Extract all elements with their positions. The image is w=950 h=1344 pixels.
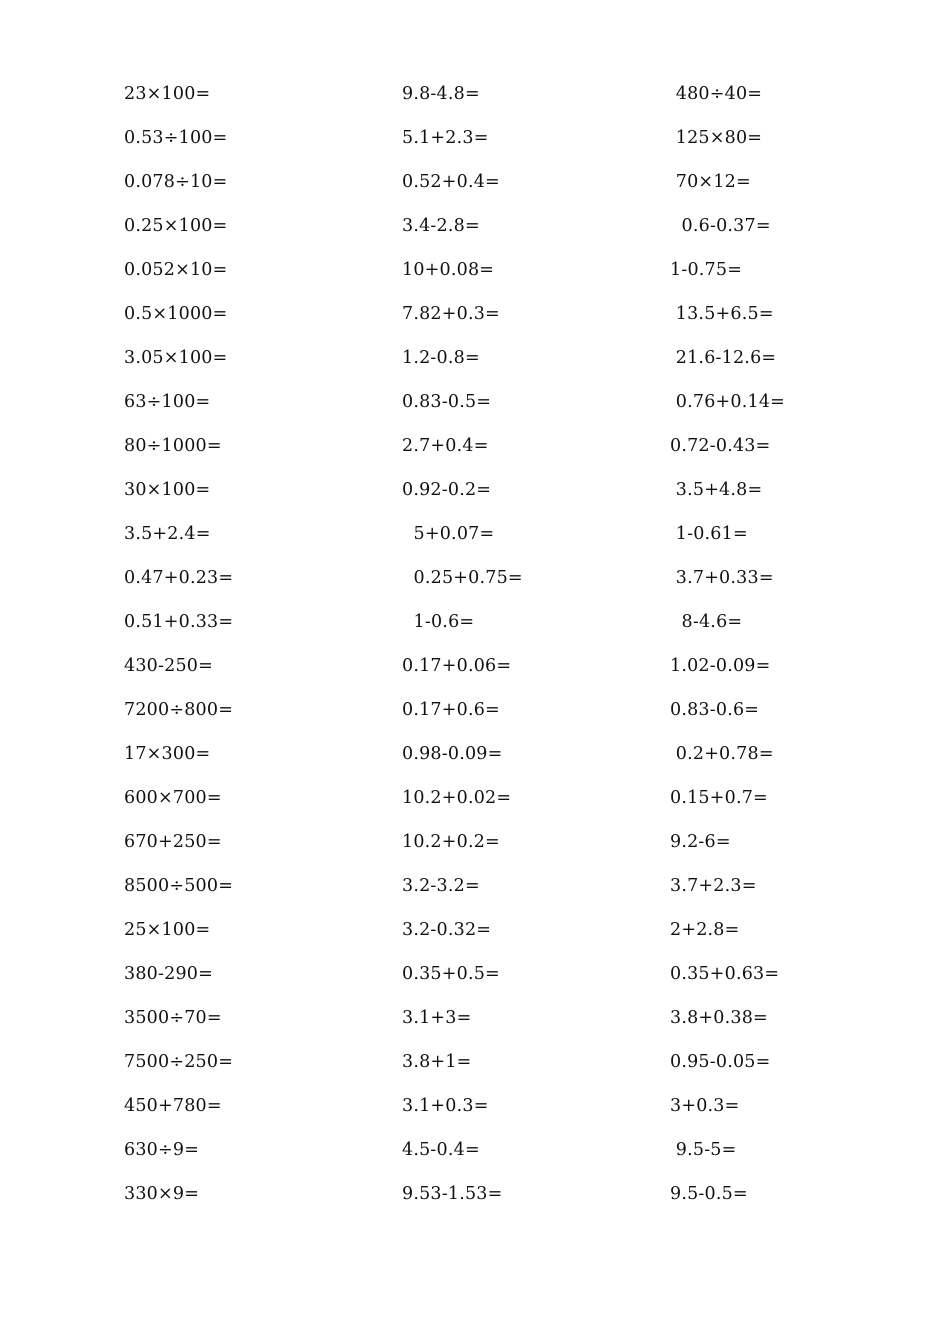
math-problem: 10.2+0.2= [402, 832, 500, 852]
math-problem: 125×80= [670, 128, 763, 148]
math-problem: 10+0.08= [402, 260, 495, 280]
problem-row [0, 776, 950, 820]
math-problem: 9.2-6= [670, 832, 731, 852]
math-problem: 0.76+0.14= [670, 392, 786, 412]
problem-row [0, 204, 950, 248]
math-problem: 30×100= [124, 480, 211, 500]
math-problem: 7.82+0.3= [402, 304, 500, 324]
math-problem: 0.15+0.7= [670, 788, 768, 808]
problem-row [0, 72, 950, 116]
math-problem: 630÷9= [124, 1140, 200, 1160]
math-problem: 0.83-0.5= [402, 392, 492, 412]
problem-row [0, 1128, 950, 1172]
problem-row [0, 160, 950, 204]
math-problem: 3.8+0.38= [670, 1008, 768, 1028]
math-problem: 3.5+4.8= [670, 480, 763, 500]
math-problem: 3.1+3= [402, 1008, 472, 1028]
math-problem: 1-0.75= [670, 260, 743, 280]
math-problem: 0.53÷100= [124, 128, 228, 148]
math-problem: 0.83-0.6= [670, 700, 760, 720]
math-problem: 600×700= [124, 788, 222, 808]
math-problem: 2.7+0.4= [402, 436, 489, 456]
math-problem: 70×12= [670, 172, 751, 192]
math-problem: 430-250= [124, 656, 213, 676]
math-problem: 3.2-3.2= [402, 876, 480, 896]
math-problem: 9.8-4.8= [402, 84, 480, 104]
problem-row [0, 688, 950, 732]
math-problem: 0.2+0.78= [670, 744, 774, 764]
math-problem: 3.8+1= [402, 1052, 472, 1072]
math-problem: 10.2+0.02= [402, 788, 512, 808]
math-problem: 0.51+0.33= [124, 612, 234, 632]
problem-row [0, 556, 950, 600]
math-problem: 3.4-2.8= [402, 216, 480, 236]
math-problem: 5.1+2.3= [402, 128, 489, 148]
math-problem: 9.5-0.5= [670, 1184, 748, 1204]
math-problem: 0.25+0.75= [402, 568, 523, 588]
math-problem: 0.98-0.09= [402, 744, 503, 764]
problem-row [0, 248, 950, 292]
math-problem: 80÷1000= [124, 436, 222, 456]
math-problem: 7200÷800= [124, 700, 234, 720]
math-problem: 8500÷500= [124, 876, 234, 896]
math-problem: 0.47+0.23= [124, 568, 234, 588]
math-problem: 23×100= [124, 84, 211, 104]
math-problem: 3+0.3= [670, 1096, 740, 1116]
problem-row [0, 1040, 950, 1084]
math-problem: 0.52+0.4= [402, 172, 500, 192]
problem-row [0, 380, 950, 424]
math-problem: 0.5×1000= [124, 304, 228, 324]
math-problem: 9.5-5= [670, 1140, 737, 1160]
math-problem: 0.35+0.5= [402, 964, 500, 984]
math-problem: 0.17+0.6= [402, 700, 500, 720]
math-problem: 4.5-0.4= [402, 1140, 480, 1160]
problem-row [0, 424, 950, 468]
math-problem: 21.6-12.6= [670, 348, 777, 368]
math-problem: 7500÷250= [124, 1052, 234, 1072]
problem-row [0, 996, 950, 1040]
math-problem: 2+2.8= [670, 920, 740, 940]
math-problem: 0.25×100= [124, 216, 228, 236]
math-problem: 450+780= [124, 1096, 222, 1116]
problem-row [0, 512, 950, 556]
math-problem: 0.92-0.2= [402, 480, 492, 500]
math-problem: 380-290= [124, 964, 213, 984]
math-problem: 1-0.6= [402, 612, 475, 632]
math-problem: 3.7+2.3= [670, 876, 757, 896]
math-problem: 3500÷70= [124, 1008, 222, 1028]
math-problem: 0.35+0.63= [670, 964, 780, 984]
problem-row [0, 336, 950, 380]
math-problem: 63÷100= [124, 392, 211, 412]
math-problem: 0.6-0.37= [670, 216, 771, 236]
math-problem: 0.17+0.06= [402, 656, 512, 676]
problem-row [0, 1172, 950, 1216]
math-problem: 0.72-0.43= [670, 436, 771, 456]
math-problem: 3.5+2.4= [124, 524, 211, 544]
problem-row [0, 468, 950, 512]
math-problem: 3.2-0.32= [402, 920, 492, 940]
problem-row [0, 1084, 950, 1128]
math-problem: 25×100= [124, 920, 211, 940]
problem-row [0, 116, 950, 160]
problem-row [0, 644, 950, 688]
math-problem: 480÷40= [670, 84, 763, 104]
math-problem: 13.5+6.5= [670, 304, 774, 324]
problem-row [0, 732, 950, 776]
problem-row [0, 820, 950, 864]
problem-row [0, 908, 950, 952]
math-problem: 5+0.07= [402, 524, 495, 544]
math-problem: 0.078÷10= [124, 172, 228, 192]
math-problem: 0.052×10= [124, 260, 228, 280]
math-problem: 1-0.61= [670, 524, 748, 544]
math-problem: 8-4.6= [670, 612, 743, 632]
problem-row [0, 292, 950, 336]
math-problem: 3.05×100= [124, 348, 228, 368]
math-problem: 3.7+0.33= [670, 568, 774, 588]
math-problem: 1.02-0.09= [670, 656, 771, 676]
math-problem: 0.95-0.05= [670, 1052, 771, 1072]
math-problem: 330×9= [124, 1184, 200, 1204]
math-problem: 1.2-0.8= [402, 348, 480, 368]
problem-row [0, 952, 950, 996]
math-problem: 9.53-1.53= [402, 1184, 503, 1204]
problem-row [0, 864, 950, 908]
problem-row [0, 600, 950, 644]
math-problem: 17×300= [124, 744, 211, 764]
math-problem: 3.1+0.3= [402, 1096, 489, 1116]
math-problem: 670+250= [124, 832, 222, 852]
